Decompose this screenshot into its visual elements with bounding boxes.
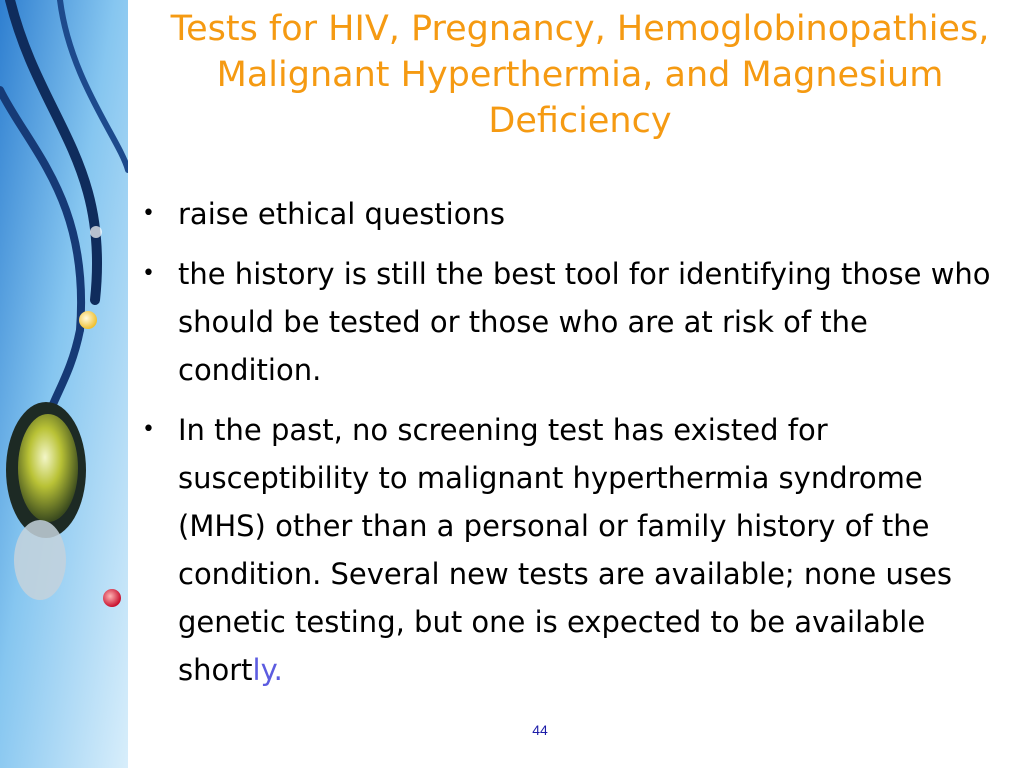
bullet-item [140, 250, 1000, 394]
bullet-icon: • [142, 417, 155, 442]
slide-title: Tests for HIV, Pregnancy, Hemoglobinopathies, Malignant Hyperthermia, and Magnesium Deficiency [170, 9, 990, 141]
bullet-text: In the past, no screening test has existed for susceptibility to malignant hyperthermia syndrome (MHS) other than a personal or family history of the condition. Several new tests are available; none uses genetic testing, but one is expected to be available short [178, 413, 952, 687]
bullet-icon: • [142, 261, 155, 286]
bullet-text: raise ethical questions [178, 197, 505, 231]
bullet-item [140, 406, 1000, 694]
bullet-list [140, 190, 1000, 706]
stethoscope-side-image [0, 0, 128, 768]
bullet-text-accent: ly. [252, 653, 283, 687]
bullet-text: the history is still the best tool for identifying those who should be tested or those who are at risk of the condition. [178, 257, 991, 387]
bullet-icon: • [142, 201, 155, 226]
page-number: 44 [532, 722, 548, 738]
bullet-item [140, 190, 1000, 238]
